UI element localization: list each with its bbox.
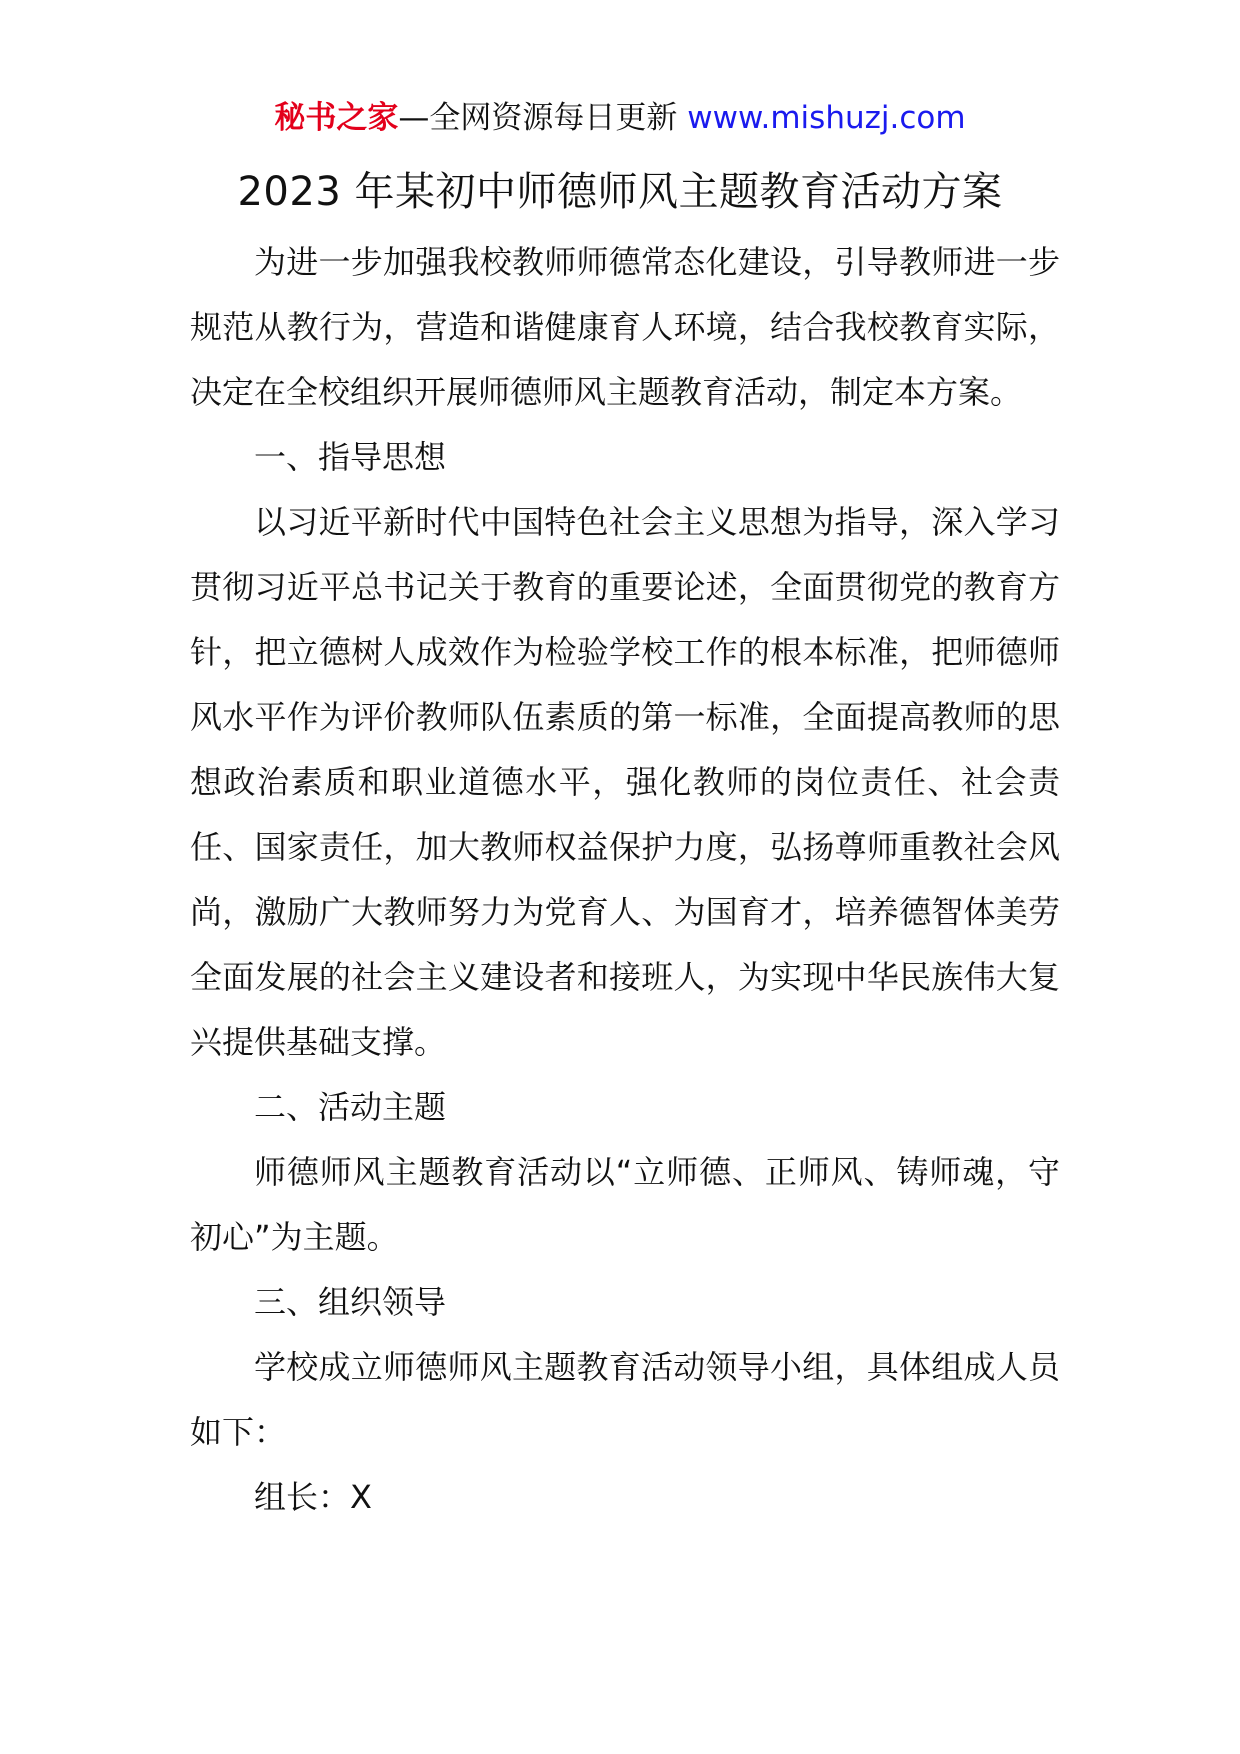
document-body xyxy=(190,230,1060,1530)
team-leader-line: 组长：X xyxy=(254,1478,372,1516)
site-banner xyxy=(0,98,1240,138)
section-heading-guiding-ideology: 一、指导思想 xyxy=(254,438,447,476)
banner-tagline: —全网资源每日更新 xyxy=(398,100,678,136)
section-heading-activity-theme: 二、活动主题 xyxy=(254,1088,447,1126)
site-url-link[interactable]: www.mishuzj.com xyxy=(687,100,966,136)
brand-name: 秘书之家 xyxy=(274,100,399,136)
activity-theme-paragraph: 师德师风主题教育活动以“立师德、正师风、铸师魂，守初心”为主题。 xyxy=(190,1153,1060,1256)
organization-paragraph: 学校成立师德师风主题教育活动领导小组，具体组成人员如下： xyxy=(190,1348,1060,1451)
intro-paragraph: 为进一步加强我校教师师德常态化建设，引导教师进一步规范从教行为，营造和谐健康育人环境，结合我校教育实际，决定在全校组织开展师德师风主题教育活动，制定本方案。 xyxy=(190,243,1060,411)
document-title: 2023 年某初中师德师风主题教育活动方案 xyxy=(237,169,1003,215)
section-heading-organization: 三、组织领导 xyxy=(254,1283,447,1321)
guiding-ideology-paragraph: 以习近平新时代中国特色社会主义思想为指导，深入学习贯彻习近平总书记关于教育的重要论述，全面贯彻党的教育方针，把立德树人成效作为检验学校工作的根本标准，把师德师风水平作为评价教师队伍素质的第一标准，全面提高教师的思想政治素质和职业道德水平，强化教师的岗位责任、社会责任、国家责任，加大教师权益保护力度，弘扬尊师重教社会风尚，激励广大教师努力为党育人、为国育才，培养德智体美劳全面发展的社会主义建设者和接班人，为实现中华民族伟大复兴提供基础支撑。 xyxy=(190,503,1060,1061)
